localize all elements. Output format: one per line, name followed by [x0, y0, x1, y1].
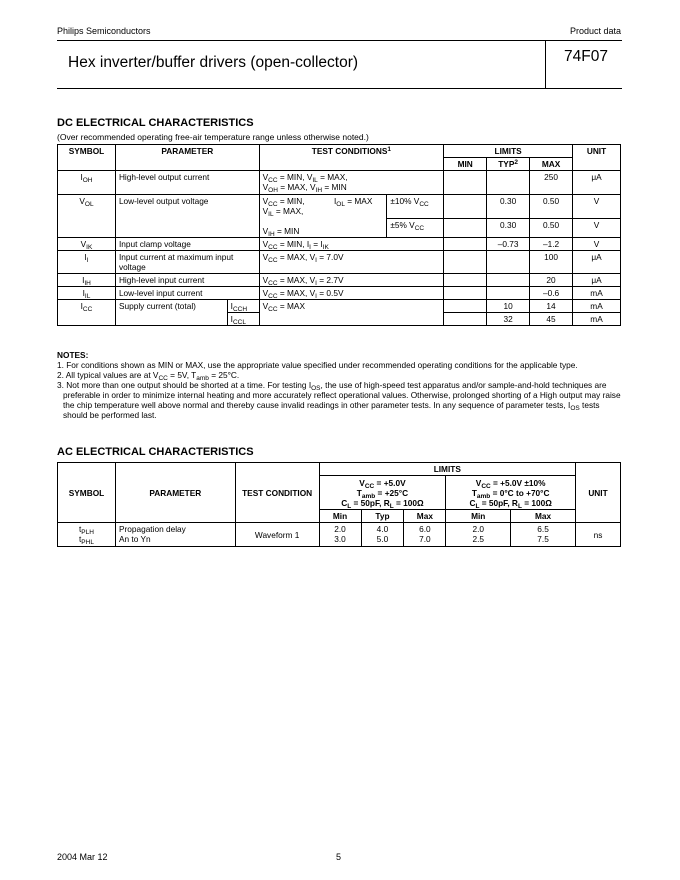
icc-sub-cch: $I_{CCH}$	[227, 300, 259, 313]
table-row	[58, 300, 621, 313]
unit-vik: V	[573, 238, 621, 251]
dc-col-symbol: SYMBOL	[58, 145, 116, 171]
test-ioh: $V_{CC}$ = MIN, $V_{IL}$ = MAX, $V_{OH}$ = MAX, $V_{IH}$ = MIN	[259, 171, 444, 195]
company-name: Philips Semiconductors	[57, 26, 151, 36]
symbol-iih: $I_{IH}$	[58, 274, 116, 287]
part-number: 74F07	[564, 48, 608, 65]
symbol-ii: $I_I$	[58, 251, 116, 274]
symbol-vik: $V_{IK}$	[58, 238, 116, 251]
table-row	[58, 523, 621, 547]
max-vol-1: 0.50	[530, 195, 573, 219]
note-1: 1. For conditions shown as MIN or MAX, use the appropriate value specified under recommended operating conditions for the applicable type.	[57, 360, 578, 370]
test-vol-iol: $I_{OL}$ = MAX	[331, 195, 387, 238]
ac-col-symbol: SYMBOL	[58, 463, 116, 523]
ac-h-min: Min	[319, 510, 361, 523]
param-vol: Low-level output voltage	[115, 195, 259, 238]
table-row	[58, 195, 621, 219]
dc-col-typ: TYP$^2$	[487, 158, 530, 171]
symbol-iil: $I_{IL}$	[58, 287, 116, 300]
max-vik: –1.2	[530, 238, 573, 251]
test-vol: $V_{CC}$ = MIN, $V_{IL}$ = MAX, $V_{IH}$ = MIN	[259, 195, 331, 238]
test-iil: $V_{CC}$ = MAX, $V_I = 0.5V$	[259, 287, 444, 300]
dc-col-unit: UNIT	[573, 145, 621, 171]
dc-table	[57, 144, 621, 326]
typ-icc-1: 10	[487, 300, 530, 313]
dc-heading: DC ELECTRICAL CHARACTERISTICS	[57, 117, 254, 129]
symbol-ioh: $I_{OH}$	[58, 171, 116, 195]
typ-vol-1: 0.30	[487, 195, 530, 219]
unit-ii: μA	[573, 251, 621, 274]
param-icc: Supply current (total)	[115, 300, 227, 326]
ac-min2: 2.0 2.5	[446, 523, 511, 547]
table-row	[58, 287, 621, 300]
page-title: Hex inverter/buffer drivers (open-collector)	[68, 54, 359, 71]
ac-h-max2: Max	[511, 510, 576, 523]
ac-col-unit: UNIT	[576, 463, 621, 523]
typ-vol-2: 0.30	[487, 219, 530, 238]
ac-h-min2: Min	[446, 510, 511, 523]
dc-col-parameter: PARAMETER	[115, 145, 259, 171]
notes-heading: NOTES:	[57, 350, 89, 360]
max-icc-1: 14	[530, 300, 573, 313]
dc-col-test: TEST CONDITIONS$^1$	[259, 145, 444, 171]
footer-date: 2004 Mar 12	[57, 852, 108, 862]
unit-iil: mA	[573, 287, 621, 300]
ac-group-range: $V_{CC} = +5.0V \pm 10\%$ $T_{amb} = 0^\circ C$ to +70°C $C_L = 50pF$, $R_L = 100\Omega$	[446, 476, 576, 510]
ac-table	[57, 462, 621, 547]
table-row	[58, 238, 621, 251]
ac-col-limits: LIMITS	[319, 463, 575, 476]
test-vol-10: ±10% $V_{CC}$	[387, 195, 444, 219]
unit-ioh: μA	[573, 171, 621, 195]
max-iil: –0.6	[530, 287, 573, 300]
param-ioh: High-level output current	[115, 171, 259, 195]
dc-subheading: (Over recommended operating free-air temperature range unless otherwise noted.)	[57, 132, 369, 142]
ac-col-test: TEST CONDITION	[235, 463, 319, 523]
header-rule-top	[57, 40, 622, 41]
ac-param: Propagation delay An to Yn	[115, 523, 235, 547]
header-rule-bottom	[57, 88, 622, 89]
typ-vik: –0.73	[487, 238, 530, 251]
param-ii: Input current at maximum input voltage	[115, 251, 259, 274]
max-vol-2: 0.50	[530, 219, 573, 238]
ac-header-row	[58, 463, 621, 476]
param-iih: High-level input current	[115, 274, 259, 287]
ac-col-parameter: PARAMETER	[115, 463, 235, 523]
table-row	[58, 171, 621, 195]
unit-icc-1: mA	[573, 300, 621, 313]
note-2: 2. All typical values are at $V_{CC} = 5V$, $T_{amb} = 25^\circ C$.	[57, 370, 240, 382]
dc-col-limits: LIMITS	[444, 145, 573, 158]
unit-iih: μA	[573, 274, 621, 287]
table-row	[58, 251, 621, 274]
param-vik: Input clamp voltage	[115, 238, 259, 251]
dc-col-max: MAX	[530, 158, 573, 171]
symbol-vol: $V_{OL}$	[58, 195, 116, 238]
test-iih: $V_{CC}$ = MAX, $V_I = 2.7V$	[259, 274, 444, 287]
ac-symbol: $t_{PLH}$ $t_{PHL}$	[58, 523, 116, 547]
symbol-icc: $I_{CC}$	[58, 300, 116, 326]
unit-vol-2: V	[573, 219, 621, 238]
max-icc-2: 45	[530, 313, 573, 326]
ac-group-25c: $V_{CC} = +5.0V$ $T_{amb} = +25^\circ C$ $C_L = 50pF$, $R_L = 100\Omega$	[319, 476, 446, 510]
max-ii: 100	[530, 251, 573, 274]
dc-col-min: MIN	[444, 158, 487, 171]
footer-page: 5	[336, 852, 342, 862]
dc-header-row	[58, 145, 621, 158]
ac-h-max: Max	[404, 510, 446, 523]
typ-icc-2: 32	[487, 313, 530, 326]
header-divider	[545, 40, 546, 88]
unit-vol-1: V	[573, 195, 621, 219]
ac-min: 2.0 3.0	[319, 523, 361, 547]
ac-max: 6.0 7.0	[404, 523, 446, 547]
max-ioh: 250	[530, 171, 573, 195]
note-3: 3. Not more than one output should be shorted at a time. For testing $I_{OS}$, the use of high-speed test apparatus and/or sample-and-hold techniques are preferable in order to minimize internal heating and more accurately reflect operational values. Otherwise, prolonged shorting of a High output may raise the chip temperature well above normal and thereby cause invalid readings in other parameter tests. In any sequence of parameter tests, $I_{OS}$ tests should be performed last.	[57, 380, 621, 420]
notes	[57, 350, 622, 420]
test-vol-5: ±5% $V_{CC}$	[387, 219, 444, 238]
ac-unit: ns	[576, 523, 621, 547]
param-iil: Low-level input current	[115, 287, 259, 300]
unit-icc-2: mA	[573, 313, 621, 326]
doc-type: Product data	[569, 26, 621, 36]
test-ii: $V_{CC}$ = MAX, $V_I = 7.0V$	[259, 251, 444, 274]
ac-test: Waveform 1	[235, 523, 319, 547]
test-icc: $V_{CC}$ = MAX	[259, 300, 444, 326]
ac-max2: 6.5 7.5	[511, 523, 576, 547]
ac-typ: 4.0 5.0	[361, 523, 404, 547]
ac-h-typ: Typ	[361, 510, 404, 523]
table-row	[58, 274, 621, 287]
icc-sub-ccl: $I_{CCL}$	[227, 313, 259, 326]
ac-heading: AC ELECTRICAL CHARACTERISTICS	[57, 446, 254, 458]
max-iih: 20	[530, 274, 573, 287]
test-vik: $V_{CC}$ = MIN, $I_I = I_{IK}$	[259, 238, 444, 251]
